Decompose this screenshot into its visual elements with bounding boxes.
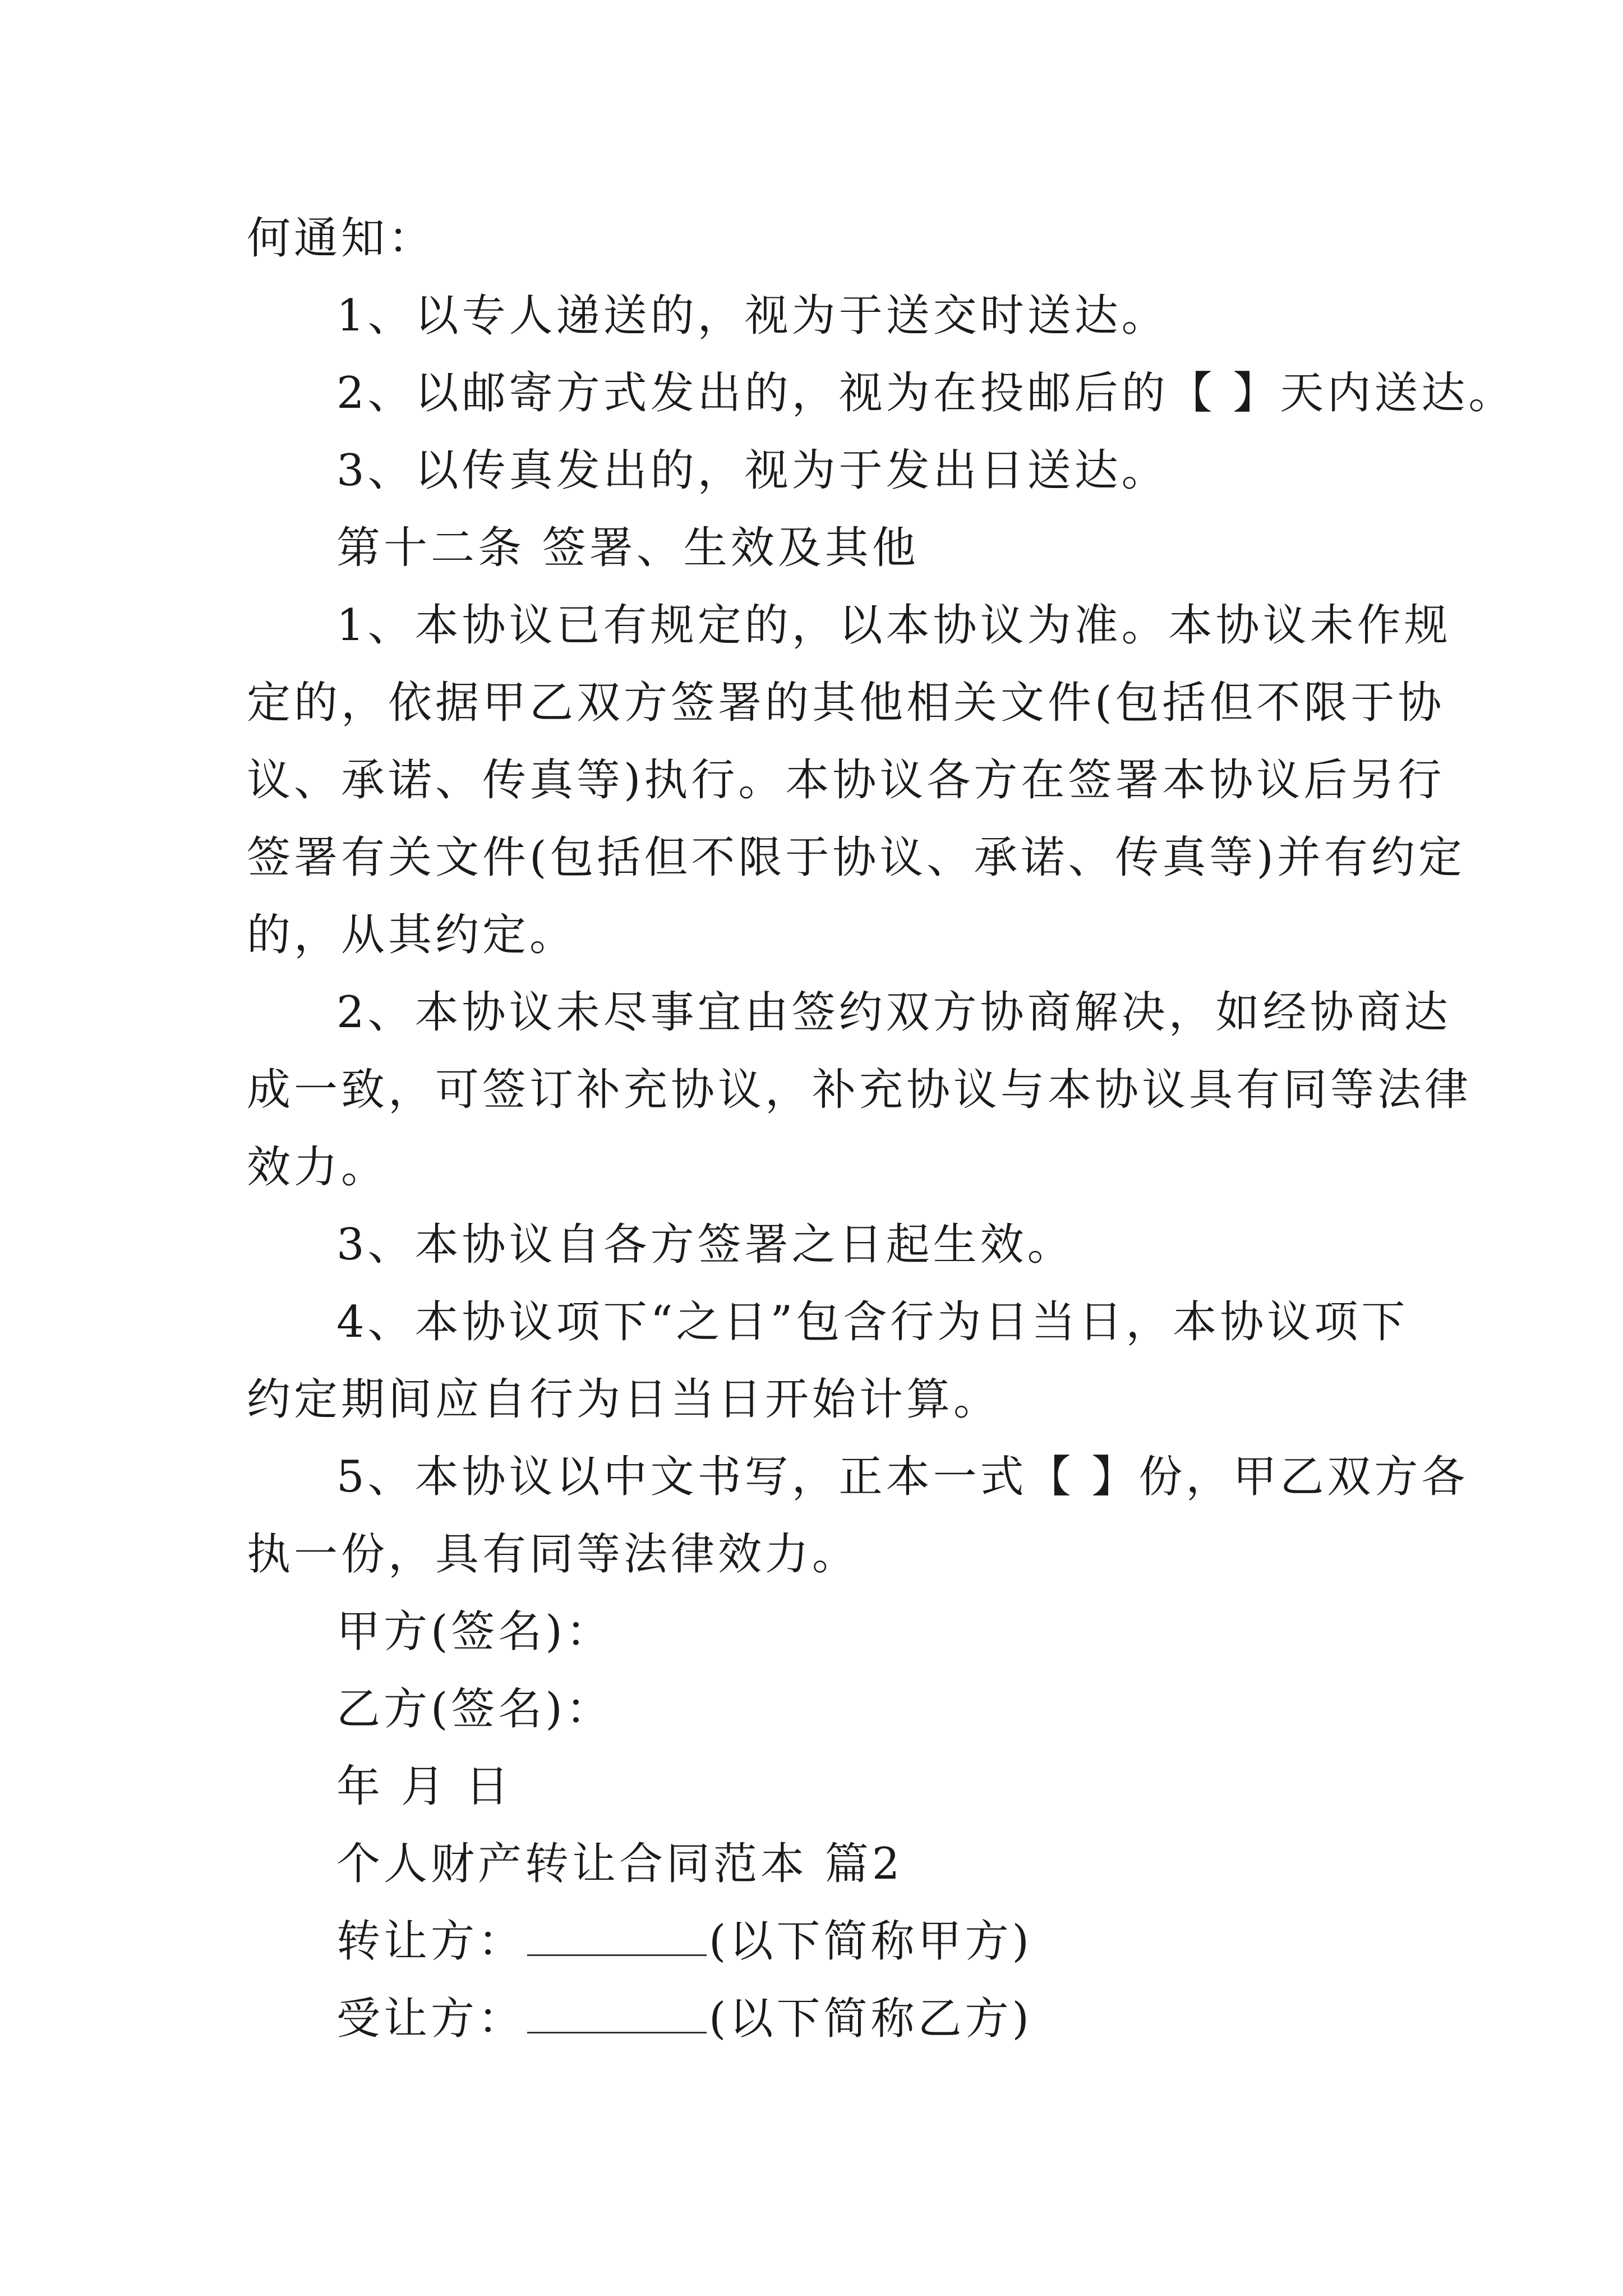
text-line: 1、以专人递送的，视为于送交时送达。 [336, 291, 1169, 341]
transferee-suffix: (以下简称乙方) [709, 1994, 1032, 2044]
text-line: 何通知： [247, 213, 436, 264]
text-line: 2、以邮寄方式发出的，视为在投邮后的【 】天内送达。 [336, 368, 1516, 418]
party-a-signature: 甲方(签名)： [336, 1607, 613, 1657]
text-line: 议、承诺、传真等)执行。本协议各方在签署本协议后另行 [247, 755, 1445, 806]
text-line: 执一份，具有同等法律效力。 [247, 1529, 860, 1580]
date-line: 年 月 日 [336, 1761, 513, 1812]
transferee-blank [527, 1993, 707, 2033]
text-line: 的，从其约定。 [247, 910, 577, 960]
text-line: 1、本协议已有规定的，以本协议为准。本协议未作规 [336, 600, 1451, 651]
text-line: 约定期间应自行为日当日开始计算。 [247, 1374, 1001, 1425]
transferor-line [336, 1913, 1391, 1970]
text-line: 3、本协议自各方签署之日起生效。 [336, 1220, 1075, 1270]
transferor-blank [527, 1915, 707, 1956]
transferee-label: 受让方： [336, 1994, 525, 2044]
text-line: 定的，依据甲乙双方签署的其他相关文件(包括但不限于协 [247, 678, 1445, 728]
text-line: 5、本协议以中文书写，正本一式【 】份，甲乙双方各 [336, 1452, 1469, 1502]
text-line: 成一致，可签订补充协议，补充协议与本协议具有同等法律 [247, 1065, 1472, 1115]
text-line: 效力。 [247, 1142, 389, 1193]
text-line: 4、本协议项下“之日”包含行为日当日，本协议项下 [336, 1297, 1409, 1347]
text-line: 3、以传真发出的，视为于发出日送达。 [336, 445, 1169, 496]
section-heading: 第十二条 签署、生效及其他 [336, 523, 919, 573]
transferor-suffix: (以下简称甲方) [709, 1916, 1032, 1967]
text-line: 2、本协议未尽事宜由签约双方协商解决，如经协商达 [336, 987, 1451, 1038]
party-b-signature: 乙方(签名)： [336, 1684, 613, 1734]
text-line: 签署有关文件(包括但不限于协议、承诺、传真等)并有约定 [247, 832, 1465, 883]
transferor-label: 转让方： [336, 1916, 525, 1967]
contract-title: 个人财产转让合同范本 篇2 [336, 1839, 903, 1889]
transferee-line [336, 1991, 1391, 2047]
